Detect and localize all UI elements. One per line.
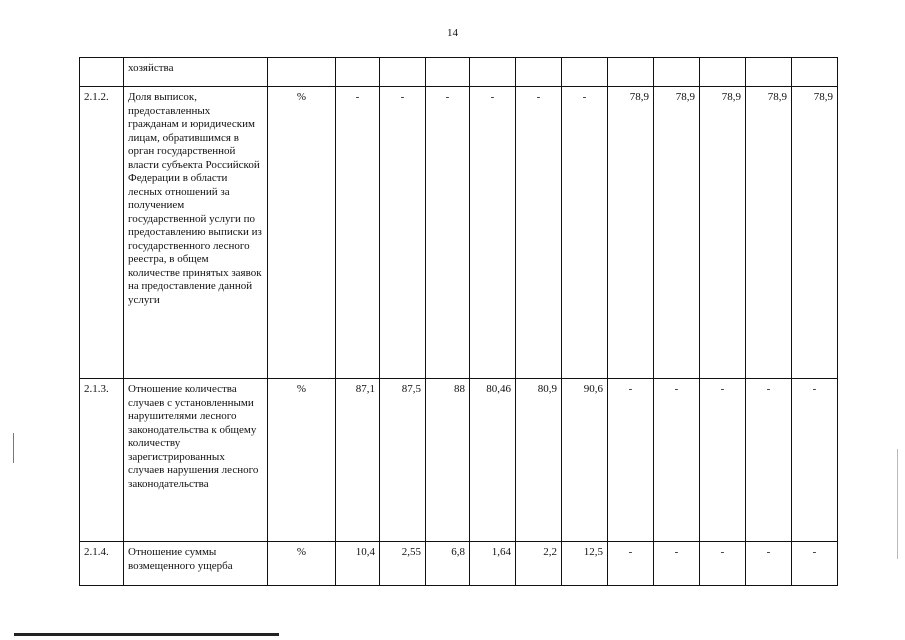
row-number <box>80 58 124 87</box>
indicator-name: хозяйства <box>124 58 268 87</box>
value-cell: 1,64 <box>470 542 516 586</box>
page-number: 14 <box>447 27 458 39</box>
value-cell: - <box>608 542 654 586</box>
value-cell: 12,5 <box>562 542 608 586</box>
value-cell: - <box>746 379 792 542</box>
value-cell <box>426 58 470 87</box>
value-cell: 2,55 <box>380 542 426 586</box>
value-cell <box>470 58 516 87</box>
value-cell: 78,9 <box>700 87 746 379</box>
value-cell: 6,8 <box>426 542 470 586</box>
indicator-table <box>79 57 838 586</box>
value-cell: 2,2 <box>516 542 562 586</box>
value-cell: 78,9 <box>608 87 654 379</box>
table-row <box>80 542 838 586</box>
value-cell: - <box>562 87 608 379</box>
indicator-name: Отношение количества случаев с установленными нарушителями лесного законодательства к общему количеству зарегистрированных случаев нарушения лесного законодательства <box>124 379 268 542</box>
margin-mark-left <box>13 433 14 463</box>
value-cell: - <box>700 542 746 586</box>
unit-cell <box>268 58 336 87</box>
value-cell: - <box>792 542 838 586</box>
unit-cell: % <box>268 542 336 586</box>
table-row <box>80 58 838 87</box>
indicator-name: Отношение суммы возмещенного ущерба <box>124 542 268 586</box>
row-number: 2.1.4. <box>80 542 124 586</box>
value-cell: - <box>746 542 792 586</box>
value-cell: - <box>336 87 380 379</box>
value-cell: 80,46 <box>470 379 516 542</box>
indicator-name: Доля выписок, предоставленных гражданам и юридическим лицам, обратившимся в орган государственной власти субъекта Российской Федерации в области лесных отношений за получением государственной услуги по предоставлению выписки из государственного лесного реестра, в общем количестве принятых заявок на предоставление данной услуги <box>124 87 268 379</box>
bottom-rule <box>14 633 279 636</box>
value-cell: 90,6 <box>562 379 608 542</box>
value-cell: - <box>380 87 426 379</box>
value-cell <box>608 58 654 87</box>
value-cell: - <box>792 379 838 542</box>
row-number: 2.1.3. <box>80 379 124 542</box>
value-cell <box>746 58 792 87</box>
value-cell: - <box>608 379 654 542</box>
value-cell: - <box>426 87 470 379</box>
value-cell <box>700 58 746 87</box>
value-cell <box>654 58 700 87</box>
table-row <box>80 379 838 542</box>
value-cell: 10,4 <box>336 542 380 586</box>
value-cell: 78,9 <box>654 87 700 379</box>
table-row <box>80 87 838 379</box>
table-body <box>80 58 838 586</box>
unit-cell: % <box>268 379 336 542</box>
value-cell: 87,1 <box>336 379 380 542</box>
value-cell: - <box>470 87 516 379</box>
value-cell: 88 <box>426 379 470 542</box>
value-cell: 78,9 <box>792 87 838 379</box>
row-number: 2.1.2. <box>80 87 124 379</box>
value-cell: - <box>654 542 700 586</box>
value-cell <box>792 58 838 87</box>
value-cell <box>516 58 562 87</box>
value-cell <box>380 58 426 87</box>
value-cell: 80,9 <box>516 379 562 542</box>
unit-cell: % <box>268 87 336 379</box>
value-cell <box>336 58 380 87</box>
value-cell: - <box>700 379 746 542</box>
value-cell: - <box>516 87 562 379</box>
value-cell <box>562 58 608 87</box>
value-cell: 87,5 <box>380 379 426 542</box>
value-cell: 78,9 <box>746 87 792 379</box>
value-cell: - <box>654 379 700 542</box>
margin-mark-right <box>897 449 898 559</box>
